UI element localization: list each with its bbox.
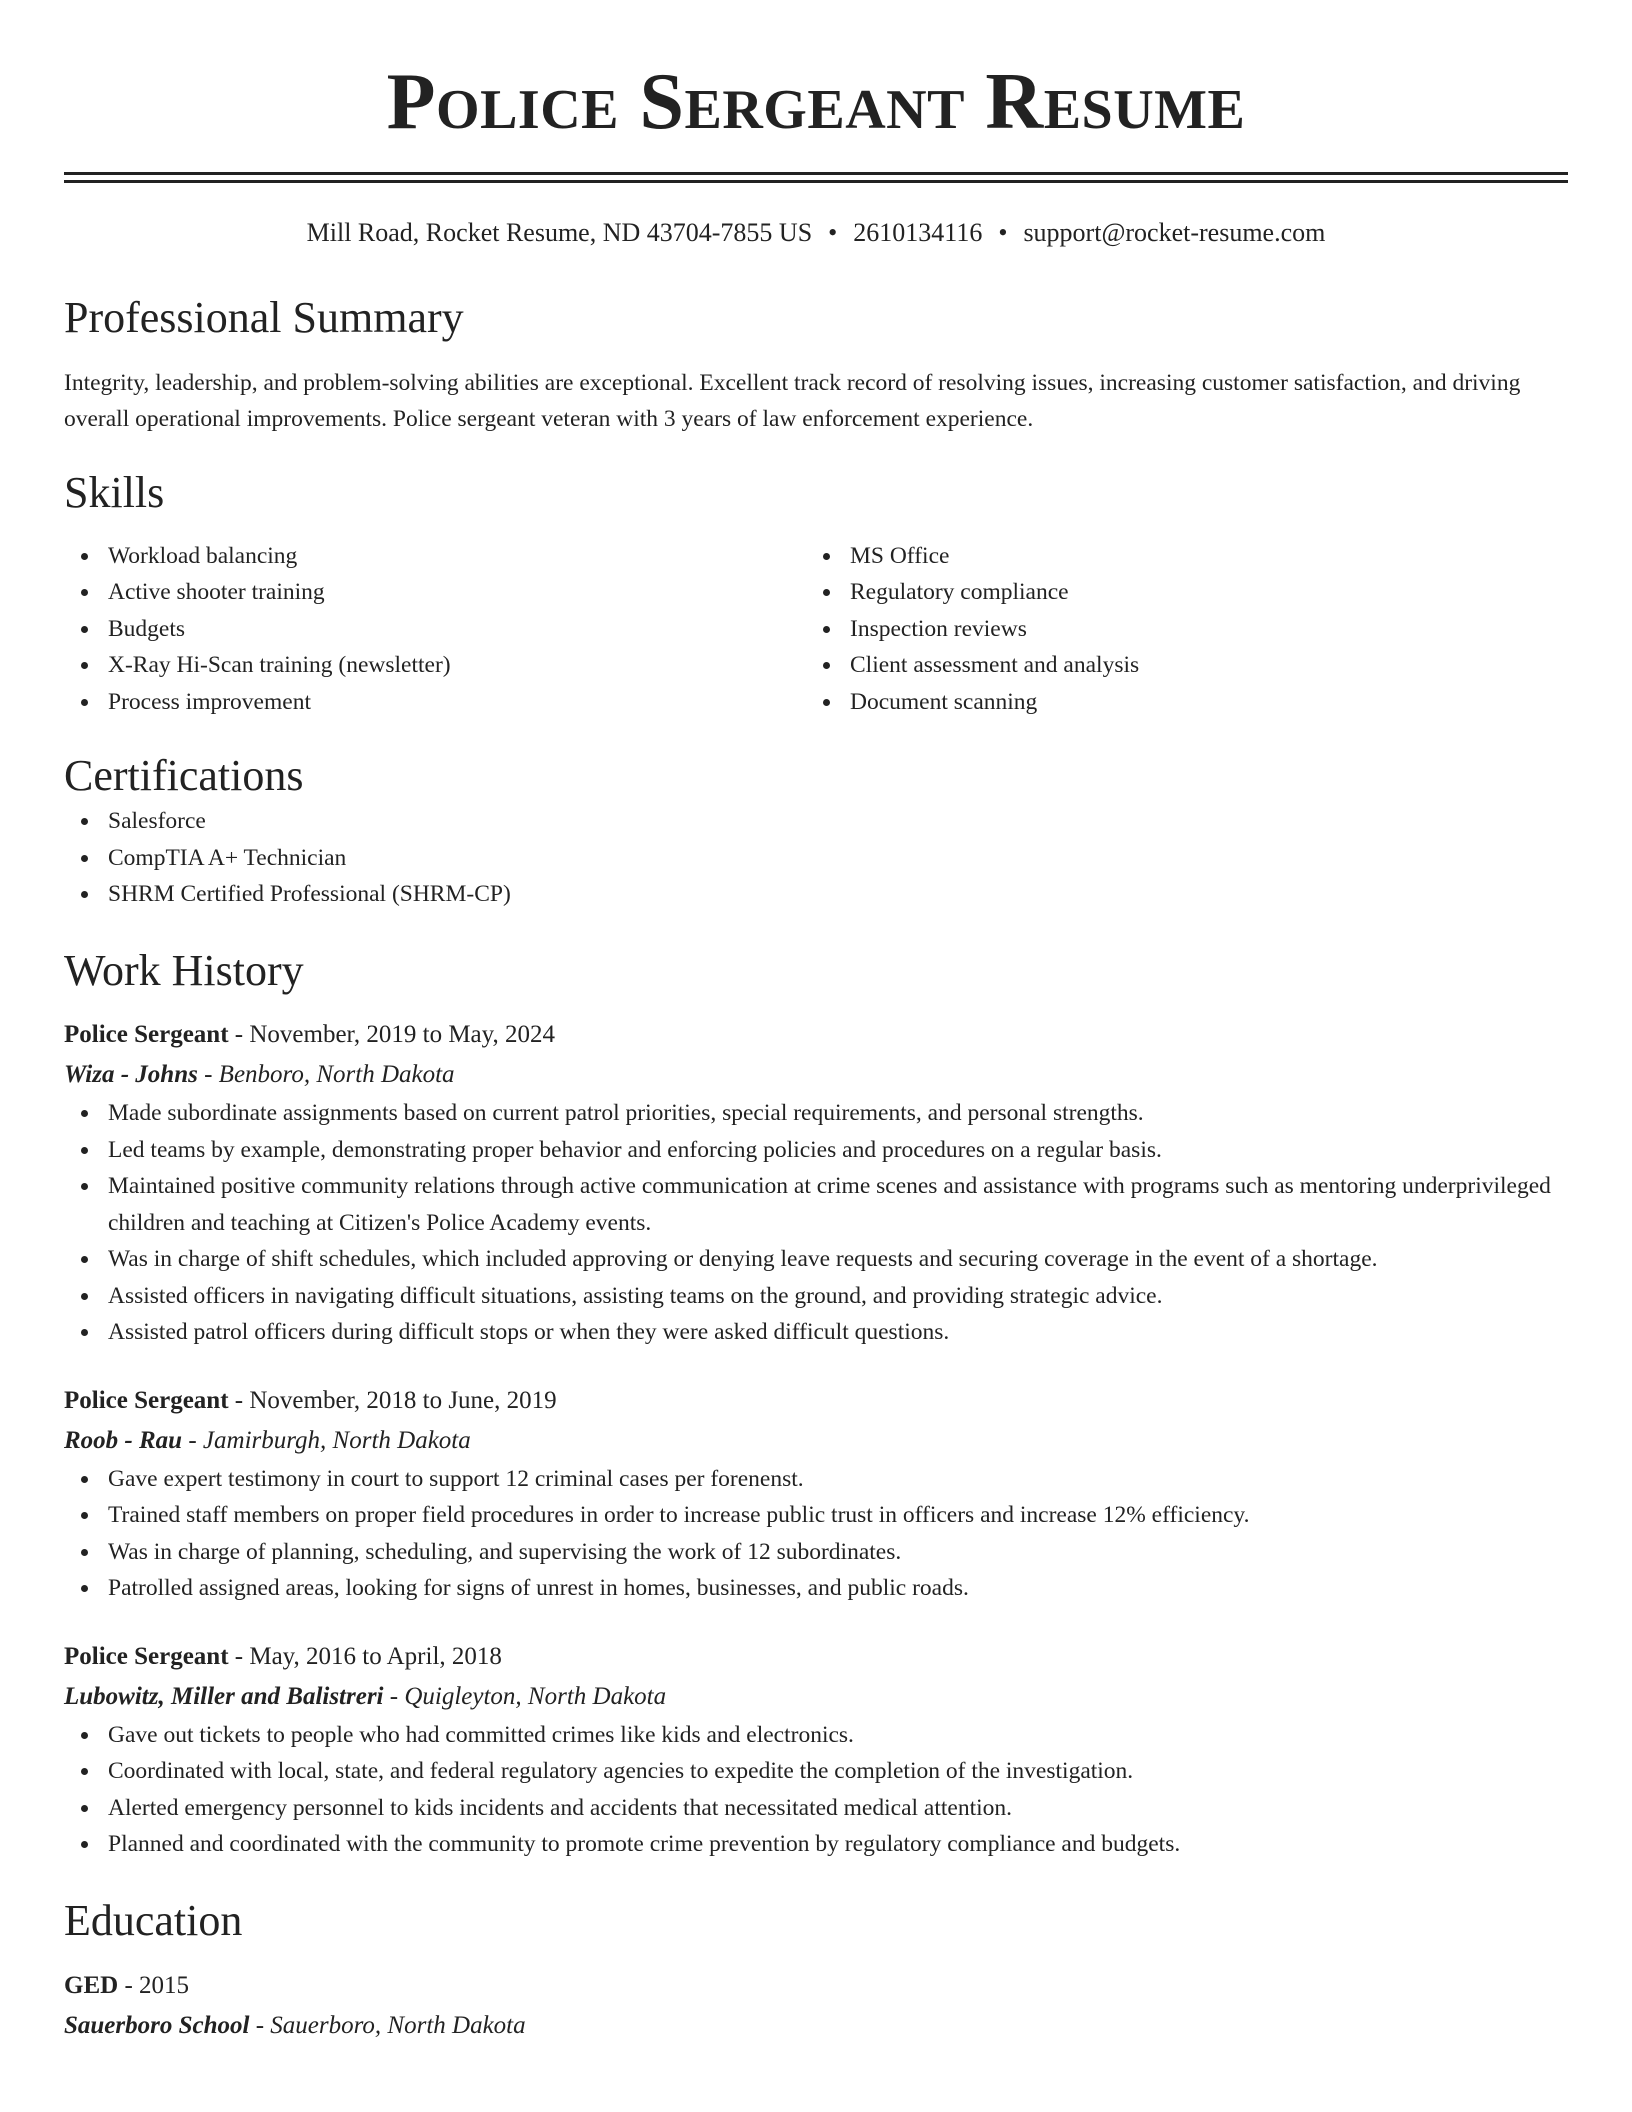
job-bullets bbox=[64, 1461, 1568, 1607]
job-dates: November, 2019 to May, 2024 bbox=[249, 1021, 556, 1049]
job-location: Jamirburgh, North Dakota bbox=[202, 1426, 471, 1454]
title-double-rule bbox=[64, 172, 1568, 183]
skills-grid bbox=[64, 538, 1568, 721]
education-entry bbox=[64, 1966, 1568, 2046]
skill-item: Inspection reviews bbox=[806, 611, 1548, 648]
job-bullet: Planned and coordinated with the community to promote crime prevention by regulatory compliance and budgets. bbox=[64, 1826, 1568, 1863]
education-location: Sauerboro, North Dakota bbox=[270, 2011, 526, 2039]
education-school: Sauerboro School bbox=[64, 2011, 250, 2039]
contact-address: Mill Road, Rocket Resume, ND 43704-7855 US bbox=[306, 218, 813, 247]
contact-phone: 2610134116 bbox=[853, 218, 983, 247]
job-bullet: Assisted officers in navigating difficult situations, assisting teams on the ground, and providing strategic advice. bbox=[64, 1278, 1568, 1315]
job-title-line: Police Sergeant - May, 2016 to April, 2018 bbox=[64, 1642, 502, 1670]
job-bullet: Coordinated with local, state, and federal regulatory agencies to expedite the completion of the investigation. bbox=[64, 1753, 1568, 1790]
skills-list-left bbox=[64, 538, 806, 721]
skill-item: X-Ray Hi-Scan training (newsletter) bbox=[64, 647, 806, 684]
education-school-line: Sauerboro School - Sauerboro, North Dakota bbox=[64, 2011, 526, 2039]
job-title-line: Police Sergeant - November, 2019 to May, 2024 bbox=[64, 1021, 556, 1049]
skill-item: Client assessment and analysis bbox=[806, 647, 1548, 684]
job-bullet: Alerted emergency personnel to kids incidents and accidents that necessitated medical attention. bbox=[64, 1790, 1568, 1827]
job-title: Police Sergeant bbox=[64, 1021, 229, 1049]
skill-item: Budgets bbox=[64, 611, 806, 648]
contact-line bbox=[64, 217, 1568, 248]
summary-text: Integrity, leadership, and problem-solving abilities are exceptional. Excellent track record of resolving issues, increasing customer satisfaction, and driving overall operational improvements. Police sergeant veteran with 3 years of law enforcement experience. bbox=[64, 369, 1521, 432]
summary-heading: Professional Summary bbox=[64, 293, 464, 343]
job-company: Lubowitz, Miller and Balistreri bbox=[64, 1682, 384, 1710]
job-company-line: Roob - Rau - Jamirburgh, North Dakota bbox=[64, 1426, 471, 1454]
job-bullet: Maintained positive community relations through active communication at crime scenes and assistance with programs such as mentoring underprivileged children and teaching at Citizen's Police Academy events. bbox=[64, 1168, 1568, 1241]
job-bullet: Gave expert testimony in court to support 12 criminal cases per forenenst. bbox=[64, 1461, 1568, 1498]
work-history-heading: Work History bbox=[64, 945, 304, 995]
job-location: Benboro, North Dakota bbox=[218, 1061, 455, 1089]
job-dates: May, 2016 to April, 2018 bbox=[249, 1642, 502, 1670]
certification-item: SHRM Certified Professional (SHRM-CP) bbox=[64, 876, 1568, 913]
job-title: Police Sergeant bbox=[64, 1642, 229, 1670]
job-bullet: Assisted patrol officers during difficult stops or when they were asked difficult questions. bbox=[64, 1314, 1568, 1351]
job-entry bbox=[64, 1381, 1568, 1607]
skill-item: Regulatory compliance bbox=[806, 574, 1548, 611]
job-bullet: Trained staff members on proper field procedures in order to increase public trust in officers and increase 12% efficiency. bbox=[64, 1497, 1568, 1534]
job-title: Police Sergeant bbox=[64, 1386, 229, 1414]
resume-title: Police Sergeant Resume bbox=[386, 58, 1246, 146]
job-title-line: Police Sergeant - November, 2018 to June, 2019 bbox=[64, 1386, 557, 1414]
skill-item: Process improvement bbox=[64, 684, 806, 721]
job-location: Quigleyton, North Dakota bbox=[404, 1682, 667, 1710]
certification-item: Salesforce bbox=[64, 803, 1568, 840]
skill-item: Document scanning bbox=[806, 684, 1548, 721]
education-degree: GED bbox=[64, 1971, 119, 1999]
education-degree-line: GED - 2015 bbox=[64, 1971, 190, 1999]
job-bullet: Led teams by example, demonstrating proper behavior and enforcing policies and procedures on a regular basis. bbox=[64, 1132, 1568, 1169]
skills-heading: Skills bbox=[64, 467, 165, 517]
job-bullet: Was in charge of planning, scheduling, and supervising the work of 12 subordinates. bbox=[64, 1534, 1568, 1571]
job-company-line: Wiza - Johns - Benboro, North Dakota bbox=[64, 1061, 455, 1089]
job-entry bbox=[64, 1637, 1568, 1863]
skill-item: Active shooter training bbox=[64, 574, 806, 611]
skill-item: MS Office bbox=[806, 538, 1548, 575]
job-company: Wiza - Johns bbox=[64, 1061, 198, 1089]
skills-list-right bbox=[806, 538, 1548, 721]
certifications-heading: Certifications bbox=[64, 751, 304, 801]
certification-item: CompTIA A+ Technician bbox=[64, 840, 1568, 877]
education-heading: Education bbox=[64, 1895, 243, 1945]
job-bullet: Made subordinate assignments based on current patrol priorities, special requirements, and personal strengths. bbox=[64, 1095, 1568, 1132]
certifications-list bbox=[64, 803, 1568, 913]
job-bullet: Patrolled assigned areas, looking for signs of unrest in homes, businesses, and public roads. bbox=[64, 1570, 1568, 1607]
education-year: 2015 bbox=[139, 1971, 190, 1999]
job-dates: November, 2018 to June, 2019 bbox=[249, 1386, 557, 1414]
skill-item: Workload balancing bbox=[64, 538, 806, 575]
job-bullet: Was in charge of shift schedules, which included approving or denying leave requests and securing coverage in the event of a shortage. bbox=[64, 1241, 1568, 1278]
job-company-line: Lubowitz, Miller and Balistreri - Quigleyton, North Dakota bbox=[64, 1682, 667, 1710]
job-bullets bbox=[64, 1717, 1568, 1863]
contact-separator: • bbox=[998, 218, 1008, 247]
job-bullets bbox=[64, 1095, 1568, 1351]
skills-column-left bbox=[64, 538, 806, 721]
contact-separator: • bbox=[828, 218, 838, 247]
job-company: Roob - Rau bbox=[64, 1426, 183, 1454]
job-entry bbox=[64, 1015, 1568, 1351]
contact-email: support@rocket-resume.com bbox=[1023, 218, 1326, 247]
job-bullet: Gave out tickets to people who had committed crimes like kids and electronics. bbox=[64, 1717, 1568, 1754]
skills-column-right bbox=[806, 538, 1548, 721]
